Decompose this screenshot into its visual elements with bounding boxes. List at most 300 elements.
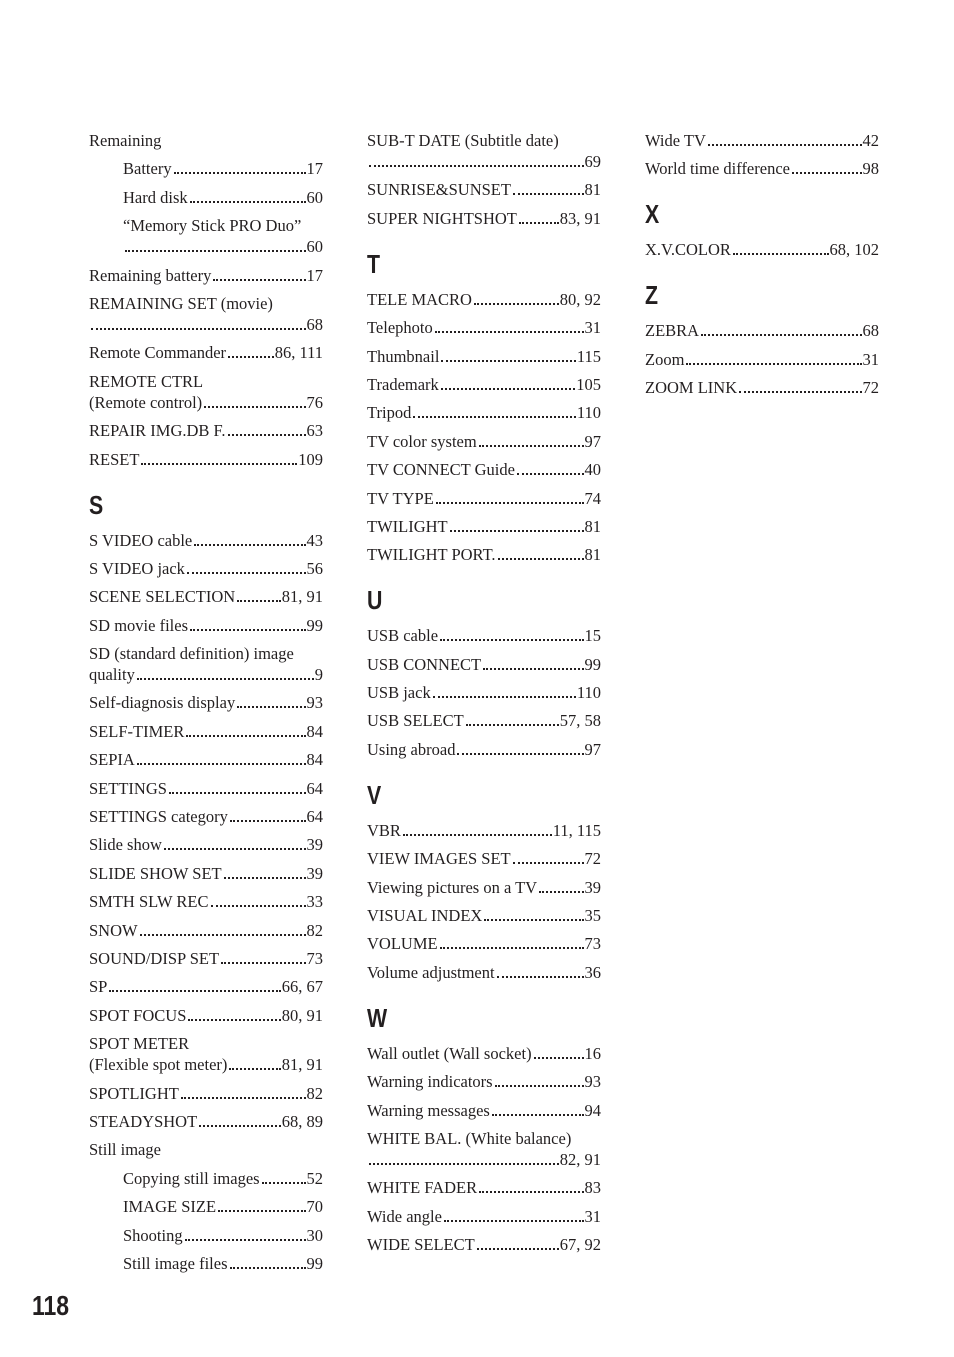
dot-leader	[204, 406, 305, 408]
dot-leader	[211, 905, 306, 907]
index-term: SUNRISE&SUNSET	[367, 180, 511, 200]
index-list	[367, 179, 601, 228]
index-term: World time difference	[645, 159, 790, 179]
dot-leader	[230, 1267, 306, 1269]
index-term: Remote Commander	[89, 343, 227, 363]
index-entry	[89, 721, 323, 742]
index-term: Trademark	[367, 374, 439, 394]
index-entry	[89, 558, 323, 579]
index-entry	[367, 682, 601, 703]
index-entry	[89, 449, 323, 470]
dot-leader	[228, 434, 306, 436]
index-entry	[89, 863, 323, 884]
index-page: 98	[862, 159, 879, 179]
index-page: 82	[306, 1083, 323, 1103]
index-subentry	[89, 187, 323, 208]
index-entry	[367, 431, 601, 452]
dot-leader	[141, 463, 297, 465]
index-page: 69	[584, 152, 601, 171]
index-term: Thumbnail	[367, 346, 440, 366]
index-list	[645, 320, 879, 398]
index-page: 99	[306, 615, 323, 635]
index-page: 63	[306, 421, 323, 441]
dot-leader	[466, 724, 559, 726]
index-column-2	[367, 130, 601, 1263]
dot-leader	[436, 502, 584, 504]
dot-leader	[369, 165, 584, 167]
index-entry	[645, 158, 879, 179]
index-term: Wall outlet (Wall socket)	[367, 1043, 532, 1063]
index-list	[367, 1043, 601, 1121]
index-term: IMAGE SIZE	[123, 1197, 217, 1217]
index-continuation	[89, 392, 323, 413]
dot-leader	[435, 331, 584, 333]
index-page: 82	[306, 920, 323, 940]
dot-leader	[262, 1182, 306, 1184]
index-entry	[367, 516, 601, 537]
index-page: 39	[306, 835, 323, 855]
dot-leader	[125, 250, 306, 252]
index-term: SNOW	[89, 920, 138, 940]
dot-leader	[237, 600, 281, 602]
index-term: TWILIGHT PORT.	[367, 545, 496, 565]
dot-leader	[169, 792, 306, 794]
index-entry-multiline	[367, 130, 601, 172]
index-sublist	[89, 1168, 323, 1274]
index-term: SP	[89, 977, 108, 997]
page-number: 118	[32, 1290, 70, 1321]
index-term: Tripod	[367, 403, 412, 423]
index-entry	[367, 1043, 601, 1064]
index-term: VBR	[367, 820, 401, 840]
index-entry	[89, 948, 323, 969]
index-page: 43	[306, 530, 323, 550]
index-term: WHITE BAL. (White balance)	[367, 1128, 572, 1148]
index-page: 36	[584, 962, 601, 982]
dot-leader	[534, 1057, 584, 1059]
index-term: (Flexible spot meter)	[89, 1055, 228, 1075]
dot-leader	[190, 629, 306, 631]
index-term: X.V.COLOR	[645, 240, 731, 260]
index-term: TV color system	[367, 431, 477, 451]
index-page: 73	[306, 948, 323, 968]
dot-leader	[440, 947, 584, 949]
index-term: Hard disk	[123, 187, 188, 207]
index-entry	[89, 586, 323, 607]
index-term: Still image files	[123, 1253, 228, 1273]
index-entry	[367, 544, 601, 565]
index-list	[89, 692, 323, 1025]
index-page: 105	[576, 374, 601, 394]
index-page: 81	[584, 180, 601, 200]
index-page: 68	[306, 314, 323, 334]
index-entry	[367, 877, 601, 898]
index-term: VIEW IMAGES SET	[367, 849, 511, 869]
index-entry	[367, 402, 601, 423]
index-entry	[367, 710, 601, 731]
index-page: 115	[576, 346, 601, 366]
dot-leader	[440, 639, 583, 641]
section-heading-w: W	[367, 1002, 388, 1033]
index-entry	[367, 459, 601, 480]
index-term: SETTINGS	[89, 778, 167, 798]
index-entry-multiline	[89, 1033, 323, 1075]
index-entry	[89, 342, 323, 363]
index-page: 31	[584, 1206, 601, 1226]
index-term: SCENE SELECTION	[89, 587, 236, 607]
index-term: REPAIR IMG.DB F.	[89, 421, 226, 441]
index-term: REMAINING SET (movie)	[89, 293, 273, 313]
dot-leader	[433, 696, 576, 698]
index-page: 68, 89	[281, 1111, 323, 1131]
index-page: 73	[584, 934, 601, 954]
index-page: 84	[306, 750, 323, 770]
index-entry	[367, 346, 601, 367]
index-page: 64	[306, 807, 323, 827]
index-list	[367, 289, 601, 566]
index-term: ZEBRA	[645, 321, 700, 341]
index-term: WHITE FADER	[367, 1178, 478, 1198]
index-page: 52	[306, 1168, 323, 1188]
index-term: SPOT FOCUS	[89, 1005, 187, 1025]
dot-leader	[686, 363, 861, 365]
index-group-label: Remaining	[89, 131, 162, 150]
index-entry	[367, 848, 601, 869]
index-continuation	[89, 314, 323, 335]
index-subentry	[89, 158, 323, 179]
index-term: SOUND/DISP SET	[89, 948, 220, 968]
section-heading-x: X	[645, 199, 660, 230]
index-page: 84	[306, 721, 323, 741]
index-entry-multiline	[89, 643, 323, 685]
index-entry	[89, 749, 323, 770]
index-page: 68	[862, 321, 879, 341]
index-entry	[89, 806, 323, 827]
index-term: Viewing pictures on a TV	[367, 877, 538, 897]
index-page: 60	[306, 237, 323, 257]
index-continuation	[89, 664, 323, 685]
index-page: 72	[584, 849, 601, 869]
index-page: 81, 91	[281, 587, 323, 607]
index-entry	[89, 834, 323, 855]
dot-leader	[109, 990, 280, 992]
index-page: 67, 92	[559, 1235, 601, 1255]
index-term: TWILIGHT	[367, 516, 448, 536]
index-term: Slide show	[89, 835, 162, 855]
index-term: Wide TV	[645, 131, 706, 150]
index-page: 110	[576, 683, 601, 703]
index-page: 17	[306, 265, 323, 285]
index-entry	[367, 1206, 601, 1227]
index-continuation	[367, 151, 601, 172]
index-entry	[367, 905, 601, 926]
index-page: 74	[584, 488, 601, 508]
dot-leader	[479, 445, 584, 447]
index-page: 83	[584, 1178, 601, 1198]
dot-leader	[739, 391, 861, 393]
index-entry	[645, 320, 879, 341]
index-page: 31	[862, 349, 879, 369]
index-entry	[645, 349, 879, 370]
index-entry	[645, 239, 879, 260]
index-term: Telephoto	[367, 318, 433, 338]
index-term: USB cable	[367, 626, 439, 646]
index-entry-multiline	[367, 1128, 601, 1170]
index-term: SUPER NIGHTSHOT	[367, 208, 517, 228]
dot-leader	[708, 144, 862, 146]
dot-leader	[457, 753, 583, 755]
index-term: Wide angle	[367, 1206, 442, 1226]
index-term: SD movie files	[89, 615, 188, 635]
index-term: (Remote control)	[89, 392, 203, 412]
dot-leader	[221, 962, 305, 964]
index-page: 80, 91	[281, 1005, 323, 1025]
dot-leader	[213, 279, 305, 281]
dot-leader	[190, 201, 306, 203]
index-entry	[367, 488, 601, 509]
dot-leader	[186, 735, 305, 737]
index-entry	[89, 891, 323, 912]
index-subentry	[89, 1253, 323, 1274]
index-continuation	[89, 236, 323, 257]
dot-leader	[483, 668, 583, 670]
index-page: 99	[584, 654, 601, 674]
dot-leader	[513, 193, 584, 195]
index-page: 72	[862, 378, 879, 398]
index-entry	[89, 1111, 323, 1132]
index-term: SMTH SLW REC	[89, 892, 209, 912]
index-page: 60	[306, 187, 323, 207]
index-page: 16	[584, 1043, 601, 1063]
index-term: “Memory Stick PRO Duo”	[123, 216, 302, 236]
index-term: REMOTE CTRL	[89, 371, 204, 391]
dot-leader	[444, 1220, 584, 1222]
index-entry	[89, 530, 323, 551]
index-page: 86, 111	[274, 343, 323, 363]
index-list	[367, 1177, 601, 1255]
index-page: 97	[584, 431, 601, 451]
index-entry	[367, 289, 601, 310]
dot-leader	[450, 530, 584, 532]
index-page: 9	[314, 665, 323, 685]
index-entry	[89, 1005, 323, 1026]
index-entry	[367, 1177, 601, 1198]
index-page: 93	[306, 693, 323, 713]
dot-leader	[218, 1210, 305, 1212]
index-entry	[89, 420, 323, 441]
index-page: 39	[306, 863, 323, 883]
dot-leader	[237, 706, 305, 708]
index-term: VOLUME	[367, 934, 438, 954]
index-list	[367, 625, 601, 760]
index-term: WIDE SELECT	[367, 1235, 475, 1255]
index-term: RESET	[89, 449, 140, 469]
section-heading-z: Z	[645, 280, 659, 311]
index-entry	[367, 317, 601, 338]
index-entry	[367, 654, 601, 675]
index-column-3	[645, 130, 879, 406]
index-term: Self-diagnosis display	[89, 693, 236, 713]
index-term: Shooting	[123, 1225, 183, 1245]
index-subentry	[89, 1225, 323, 1246]
index-entry	[89, 1083, 323, 1104]
dot-leader	[519, 222, 559, 224]
index-list	[645, 130, 879, 179]
index-page: 15	[584, 626, 601, 646]
index-page: 33	[306, 892, 323, 912]
index-page: 56	[306, 558, 323, 578]
section-heading-v: V	[367, 779, 382, 810]
index-term: TV CONNECT Guide	[367, 460, 515, 480]
index-term: USB SELECT	[367, 711, 464, 731]
index-term: Warning messages	[367, 1100, 490, 1120]
index-subentry	[89, 1196, 323, 1217]
index-term: S VIDEO cable	[89, 530, 193, 550]
index-page: 83, 91	[559, 208, 601, 228]
dot-leader	[441, 360, 575, 362]
index-entry	[89, 920, 323, 941]
index-page: 81	[584, 516, 601, 536]
index-entry-multiline	[89, 371, 323, 413]
index-entry	[89, 778, 323, 799]
index-term: Battery	[123, 159, 172, 179]
index-entry	[367, 933, 601, 954]
index-page: 110	[576, 403, 601, 423]
index-list	[367, 820, 601, 983]
dot-leader	[137, 678, 314, 680]
index-page: 40	[584, 460, 601, 480]
index-term: S VIDEO jack	[89, 558, 185, 578]
index-column-1	[89, 130, 323, 1281]
index-entry	[367, 208, 601, 229]
index-entry	[367, 625, 601, 646]
index-entry	[367, 374, 601, 395]
index-term: VISUAL INDEX	[367, 906, 483, 926]
dot-leader	[495, 1085, 584, 1087]
index-entry	[89, 692, 323, 713]
dot-leader	[413, 416, 576, 418]
index-term: USB jack	[367, 683, 431, 703]
index-page: 70	[306, 1197, 323, 1217]
index-entry	[367, 739, 601, 760]
index-term: Volume adjustment	[367, 962, 495, 982]
index-term: SETTINGS category	[89, 807, 228, 827]
section-heading-s: S	[89, 489, 104, 520]
index-term: Copying still images	[123, 1168, 260, 1188]
index-page: 31	[584, 318, 601, 338]
index-term: SD (standard definition) image	[89, 644, 294, 664]
index-page: 109	[298, 449, 323, 469]
index-page: 93	[584, 1072, 601, 1092]
index-term: TELE MACRO	[367, 289, 472, 309]
index-page: 35	[584, 906, 601, 926]
index-page: 39	[584, 877, 601, 897]
dot-leader	[229, 1068, 280, 1070]
index-page: 76	[306, 392, 323, 412]
dot-leader	[199, 1125, 281, 1127]
dot-leader	[91, 328, 306, 330]
section-heading-t: T	[367, 248, 381, 279]
dot-leader	[477, 1248, 559, 1250]
index-entry	[367, 1071, 601, 1092]
dot-leader	[187, 572, 306, 574]
index-page: 80, 92	[559, 289, 601, 309]
dot-leader	[517, 473, 584, 475]
section-heading-u: U	[367, 585, 383, 616]
index-term: SUB-T DATE (Subtitle date)	[367, 131, 559, 150]
index-page: 64	[306, 778, 323, 798]
index-subentry	[89, 1168, 323, 1189]
index-entry	[89, 615, 323, 636]
dot-leader	[498, 558, 584, 560]
dot-leader	[140, 934, 306, 936]
index-list	[645, 239, 879, 260]
dot-leader	[228, 356, 274, 358]
index-list	[89, 530, 323, 636]
index-continuation	[89, 1054, 323, 1075]
dot-leader	[181, 1097, 306, 1099]
dot-leader	[224, 877, 306, 879]
index-term: SPOT METER	[89, 1034, 190, 1054]
index-term: Zoom	[645, 349, 685, 369]
dot-leader	[230, 820, 306, 822]
dot-leader	[513, 862, 584, 864]
index-page: 57, 58	[559, 711, 601, 731]
index-term: Using abroad	[367, 739, 456, 759]
dot-leader	[479, 1191, 583, 1193]
dot-leader	[701, 334, 861, 336]
index-term: ZOOM LINK	[645, 378, 738, 398]
index-page: 68, 102	[829, 240, 879, 260]
dot-leader	[174, 172, 306, 174]
index-page: 42	[862, 131, 879, 150]
index-term: quality	[89, 665, 135, 685]
dot-leader	[403, 834, 552, 836]
dot-leader	[492, 1114, 584, 1116]
index-page: 66, 67	[281, 977, 323, 997]
index-list	[89, 1083, 323, 1132]
index-entry	[367, 1100, 601, 1121]
index-entry-multiline	[89, 293, 323, 335]
dot-leader	[792, 172, 862, 174]
index-entry	[367, 179, 601, 200]
index-term: USB CONNECT	[367, 654, 482, 674]
index-entry	[645, 377, 879, 398]
dot-leader	[185, 1239, 306, 1241]
dot-leader	[164, 848, 306, 850]
index-group-label: Still image	[89, 1140, 161, 1160]
index-continuation	[367, 1149, 601, 1170]
index-entry	[367, 962, 601, 983]
index-term: SEPIA	[89, 750, 135, 770]
index-entry	[367, 1234, 601, 1255]
index-page: 17	[306, 159, 323, 179]
index-term: Remaining battery	[89, 265, 212, 285]
dot-leader	[733, 253, 829, 255]
dot-leader	[188, 1019, 280, 1021]
index-term: STEADYSHOT	[89, 1111, 198, 1131]
dot-leader	[137, 763, 306, 765]
index-page: 94	[584, 1100, 601, 1120]
dot-leader	[369, 1163, 559, 1165]
index-page: 30	[306, 1225, 323, 1245]
index-term: SPOTLIGHT	[89, 1083, 179, 1103]
dot-leader	[474, 303, 559, 305]
index-page: 82, 91	[559, 1149, 601, 1169]
index-page: 11, 115	[552, 820, 601, 840]
index-entry	[89, 976, 323, 997]
dot-leader	[194, 544, 305, 546]
